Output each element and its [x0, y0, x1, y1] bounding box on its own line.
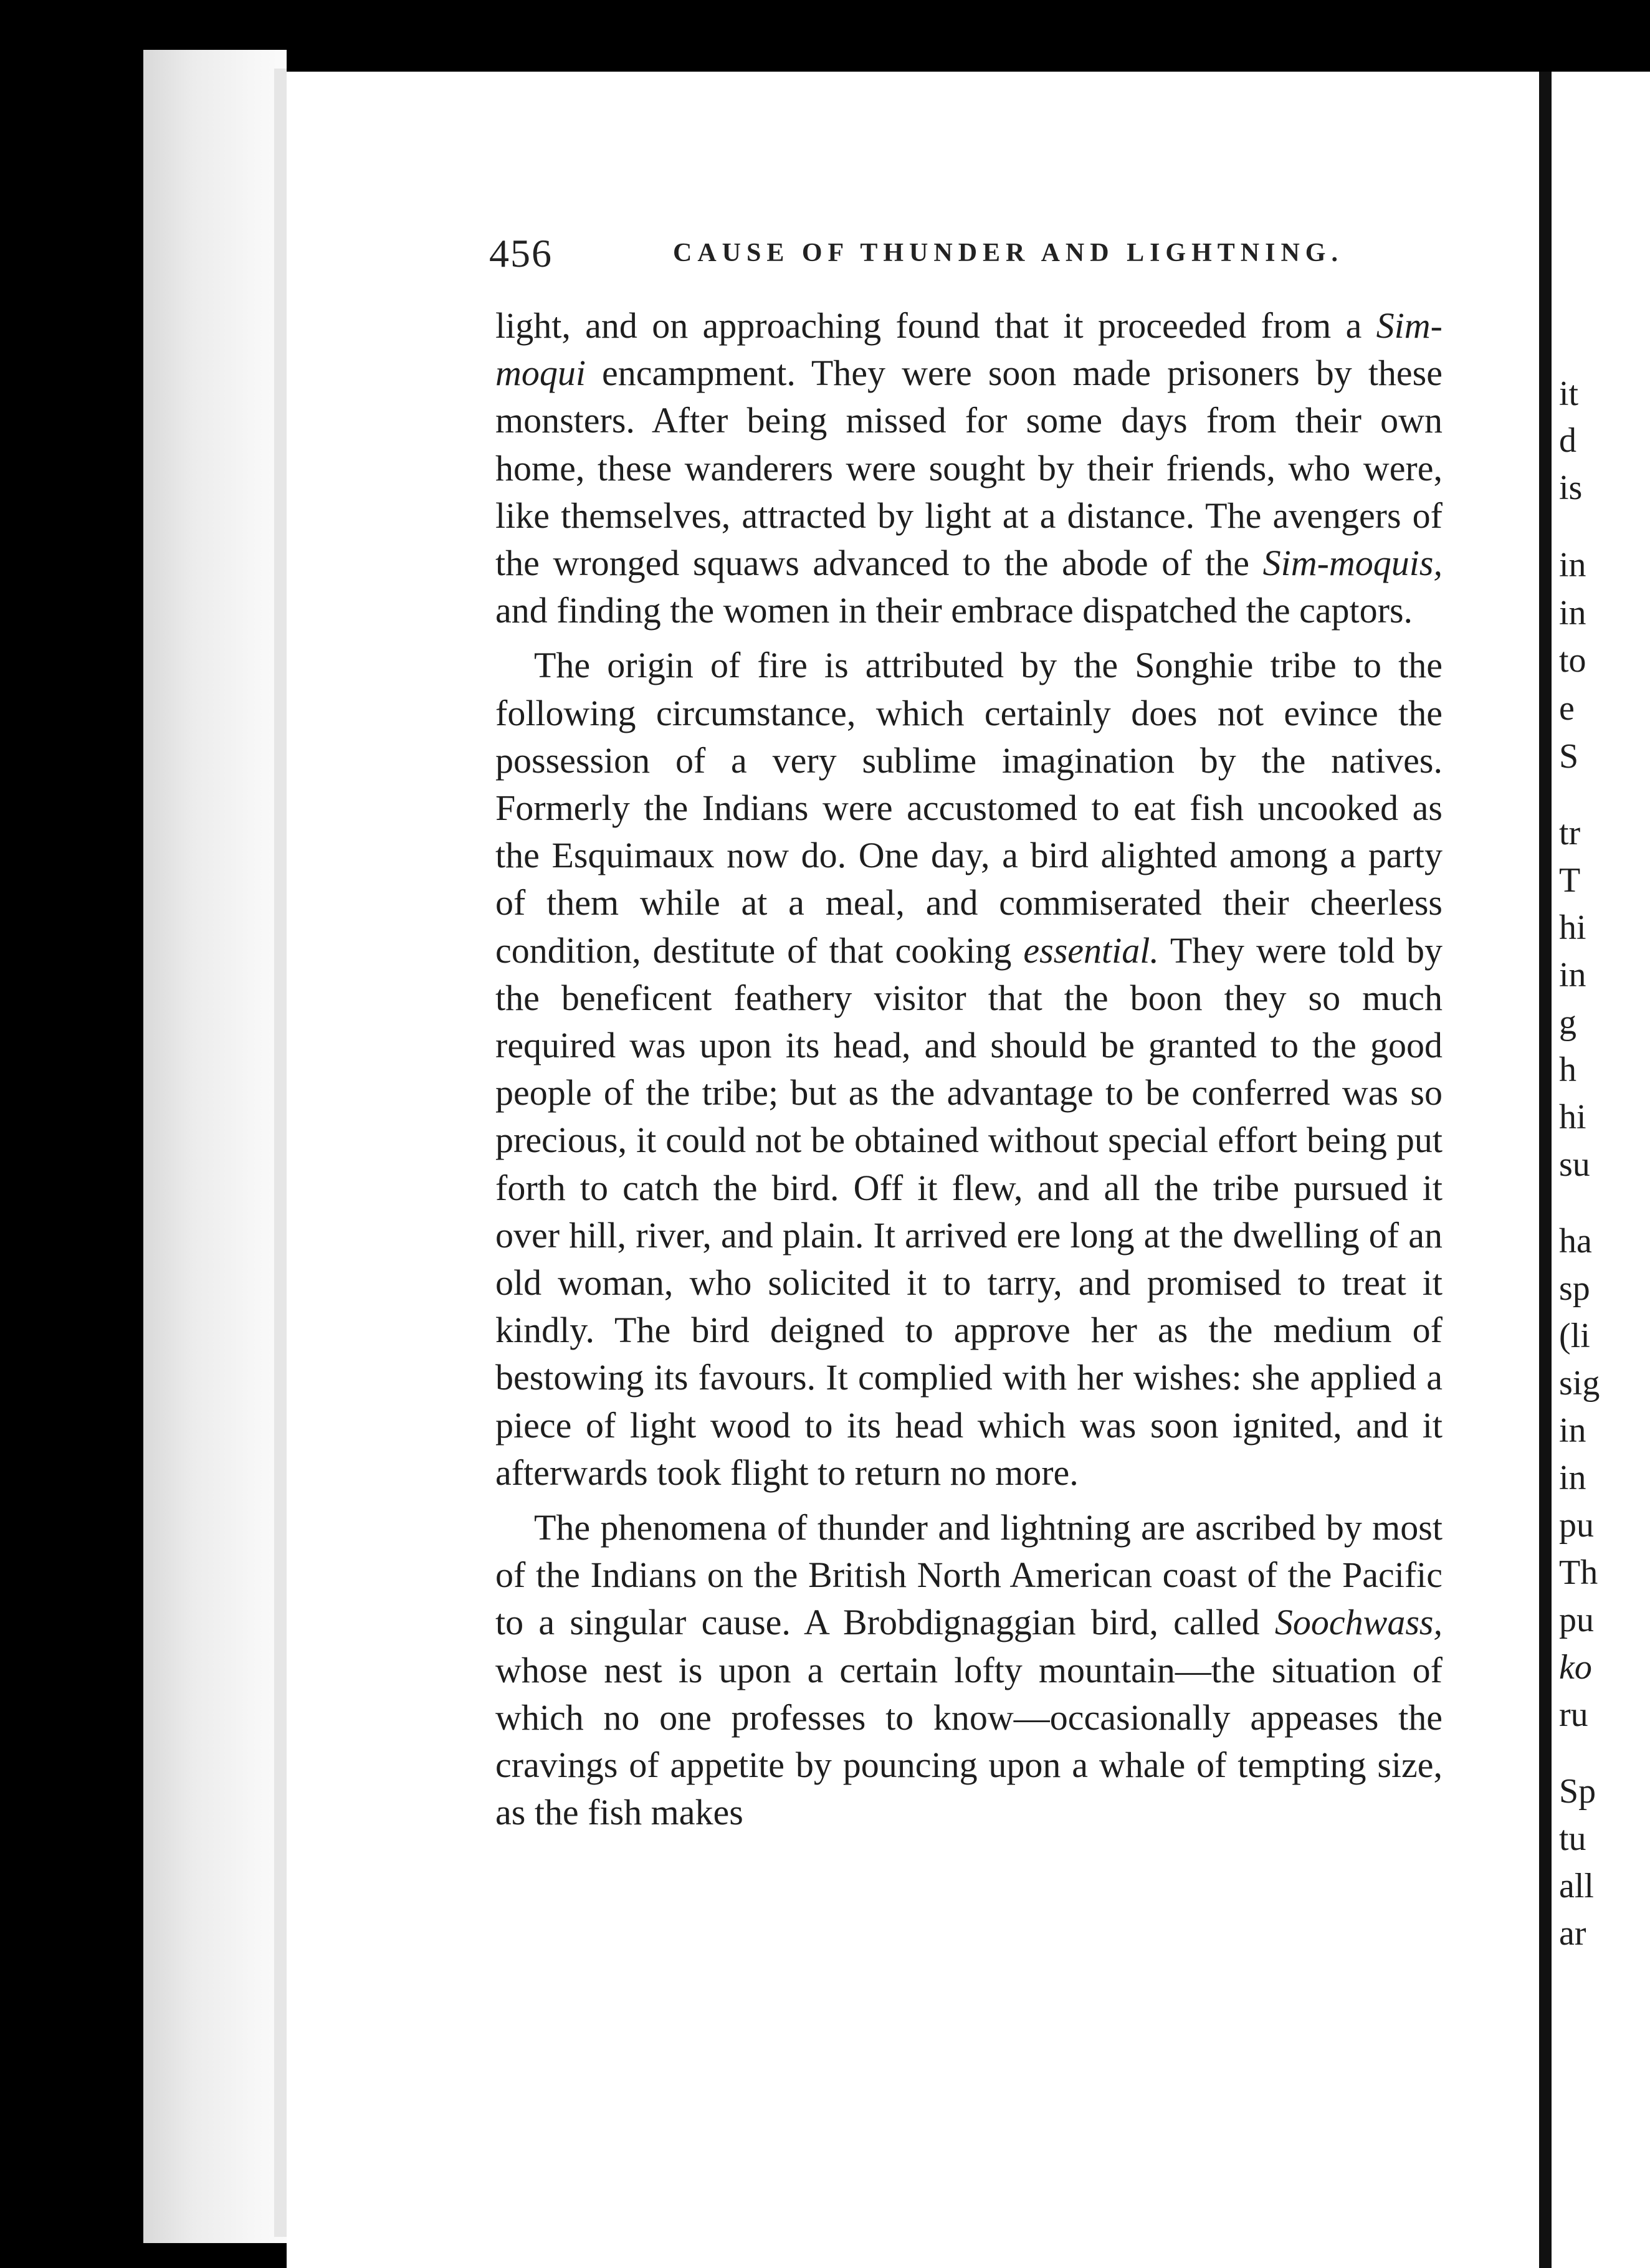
facing-page-fragment: hi [1559, 908, 1586, 947]
facing-page-fragment: d [1559, 421, 1576, 460]
facing-page-fragment: su [1559, 1145, 1590, 1184]
paragraph [495, 642, 1443, 1497]
facing-page-fragment: e [1559, 689, 1575, 728]
paragraph [495, 1504, 1443, 1836]
facing-page-fragment: all [1559, 1867, 1594, 1905]
facing-page-fragment: ru [1559, 1695, 1588, 1734]
page-stack-edge [274, 69, 287, 2237]
facing-page-fragment: hi [1559, 1098, 1586, 1136]
facing-page-fragment: in [1559, 956, 1586, 994]
facing-page-fragment: ar [1559, 1914, 1586, 1953]
page-header [489, 231, 1449, 280]
facing-page-fragment: Th [1559, 1553, 1598, 1592]
facing-page-fragment: sp [1559, 1269, 1590, 1308]
facing-page-fragment: pu [1559, 1506, 1594, 1545]
facing-page-fragment: Sp [1559, 1772, 1596, 1811]
text-run: encampment. They were soon made prisoners by these monsters. After being missed for some days from their own home, these wanderers were sought by their friends, who were, like themselves, attracted by light at a distance. The avengers of the wronged squaws advanced to the abode of the [495, 353, 1443, 584]
facing-page-fragment: sig [1559, 1364, 1600, 1403]
facing-page-fragment: S [1559, 737, 1579, 776]
body-text [495, 302, 1443, 1837]
facing-page-fragment: h [1559, 1051, 1576, 1089]
text-run: The origin of fire is attributed by the Songhie tribe to the following circumstance, which certainly does not evince the possession of a very sublime imagination by the natives. Formerly the Indians were accustomed to eat fish uncooked as the Esquimaux now do. One day, a bird alighted among a party of them while at a meal, and commiserated their cheerless condition, destitute of that cooking [495, 645, 1443, 971]
facing-page-fragment: in [1559, 594, 1586, 632]
facing-page-fragment: tu [1559, 1819, 1586, 1858]
italic-term: essential. [1023, 930, 1159, 971]
book-page-right-edge [1552, 72, 1650, 2268]
text-run: whose nest is upon a certain lofty mountain—the situation of which no one professes to know—occasionally appeases the cravings of appetite by pouncing upon a whale of tempting size, as the fish makes [495, 1649, 1443, 1833]
facing-page-fragment: it [1559, 374, 1579, 413]
page-gutter [1539, 72, 1552, 2268]
italic-term: Sim-moqui [495, 305, 1443, 394]
facing-page-fragment: ko [1559, 1648, 1592, 1687]
text-run: light, and on approaching found that it proceeded from a [495, 305, 1376, 346]
text-run: The phenomena of thunder and lightning are ascribed by most of the Indians on the British North American coast of the Pacific to a singular cause. A Brobdignaggian bird, called [495, 1507, 1443, 1643]
page-number: 456 [489, 231, 553, 275]
facing-page-fragment: ha [1559, 1222, 1592, 1260]
paragraph [495, 302, 1443, 634]
facing-page-fragment: in [1559, 1411, 1586, 1450]
facing-page-fragment: T [1559, 861, 1581, 900]
facing-page-fragment: to [1559, 641, 1586, 680]
facing-page-fragment: is [1559, 469, 1583, 507]
text-run: They were told by the beneficent feathery visitor that the boon they so much required was upon its head, and should be granted to the good people of the tribe; but as the advantage to be conferred was so precious, it could not be obtained without special effort being put forth to catch the bird. Off it flew, and all the tribe pursued it over hill, river, and plain. It arrived ere long at the dwelling of an old woman, who solicited it to tarry, and promised to treat it kindly. The bird deigned to approve her as the medium of bestowing its favours. It complied with her wishes: she applied a piece of light wood to its head which was soon ignited, and it afterwards took flight to return no more. [495, 930, 1443, 1493]
book-spine-edge [143, 50, 287, 2243]
facing-page-fragment: (li [1559, 1317, 1590, 1355]
facing-page-fragment: in [1559, 546, 1586, 584]
facing-page-fragment: g [1559, 1003, 1576, 1042]
facing-page-fragment: in [1559, 1459, 1586, 1497]
facing-page-fragment: tr [1559, 814, 1581, 852]
running-title: CAUSE OF THUNDER AND LIGHTNING. [673, 239, 1343, 267]
facing-page-fragment: pu [1559, 1601, 1594, 1639]
italic-term: Sim-moquis, [1262, 543, 1443, 584]
italic-term: Soochwass, [1274, 1602, 1443, 1643]
text-run: and finding the women in their embrace dispatched the captors. [495, 590, 1413, 631]
